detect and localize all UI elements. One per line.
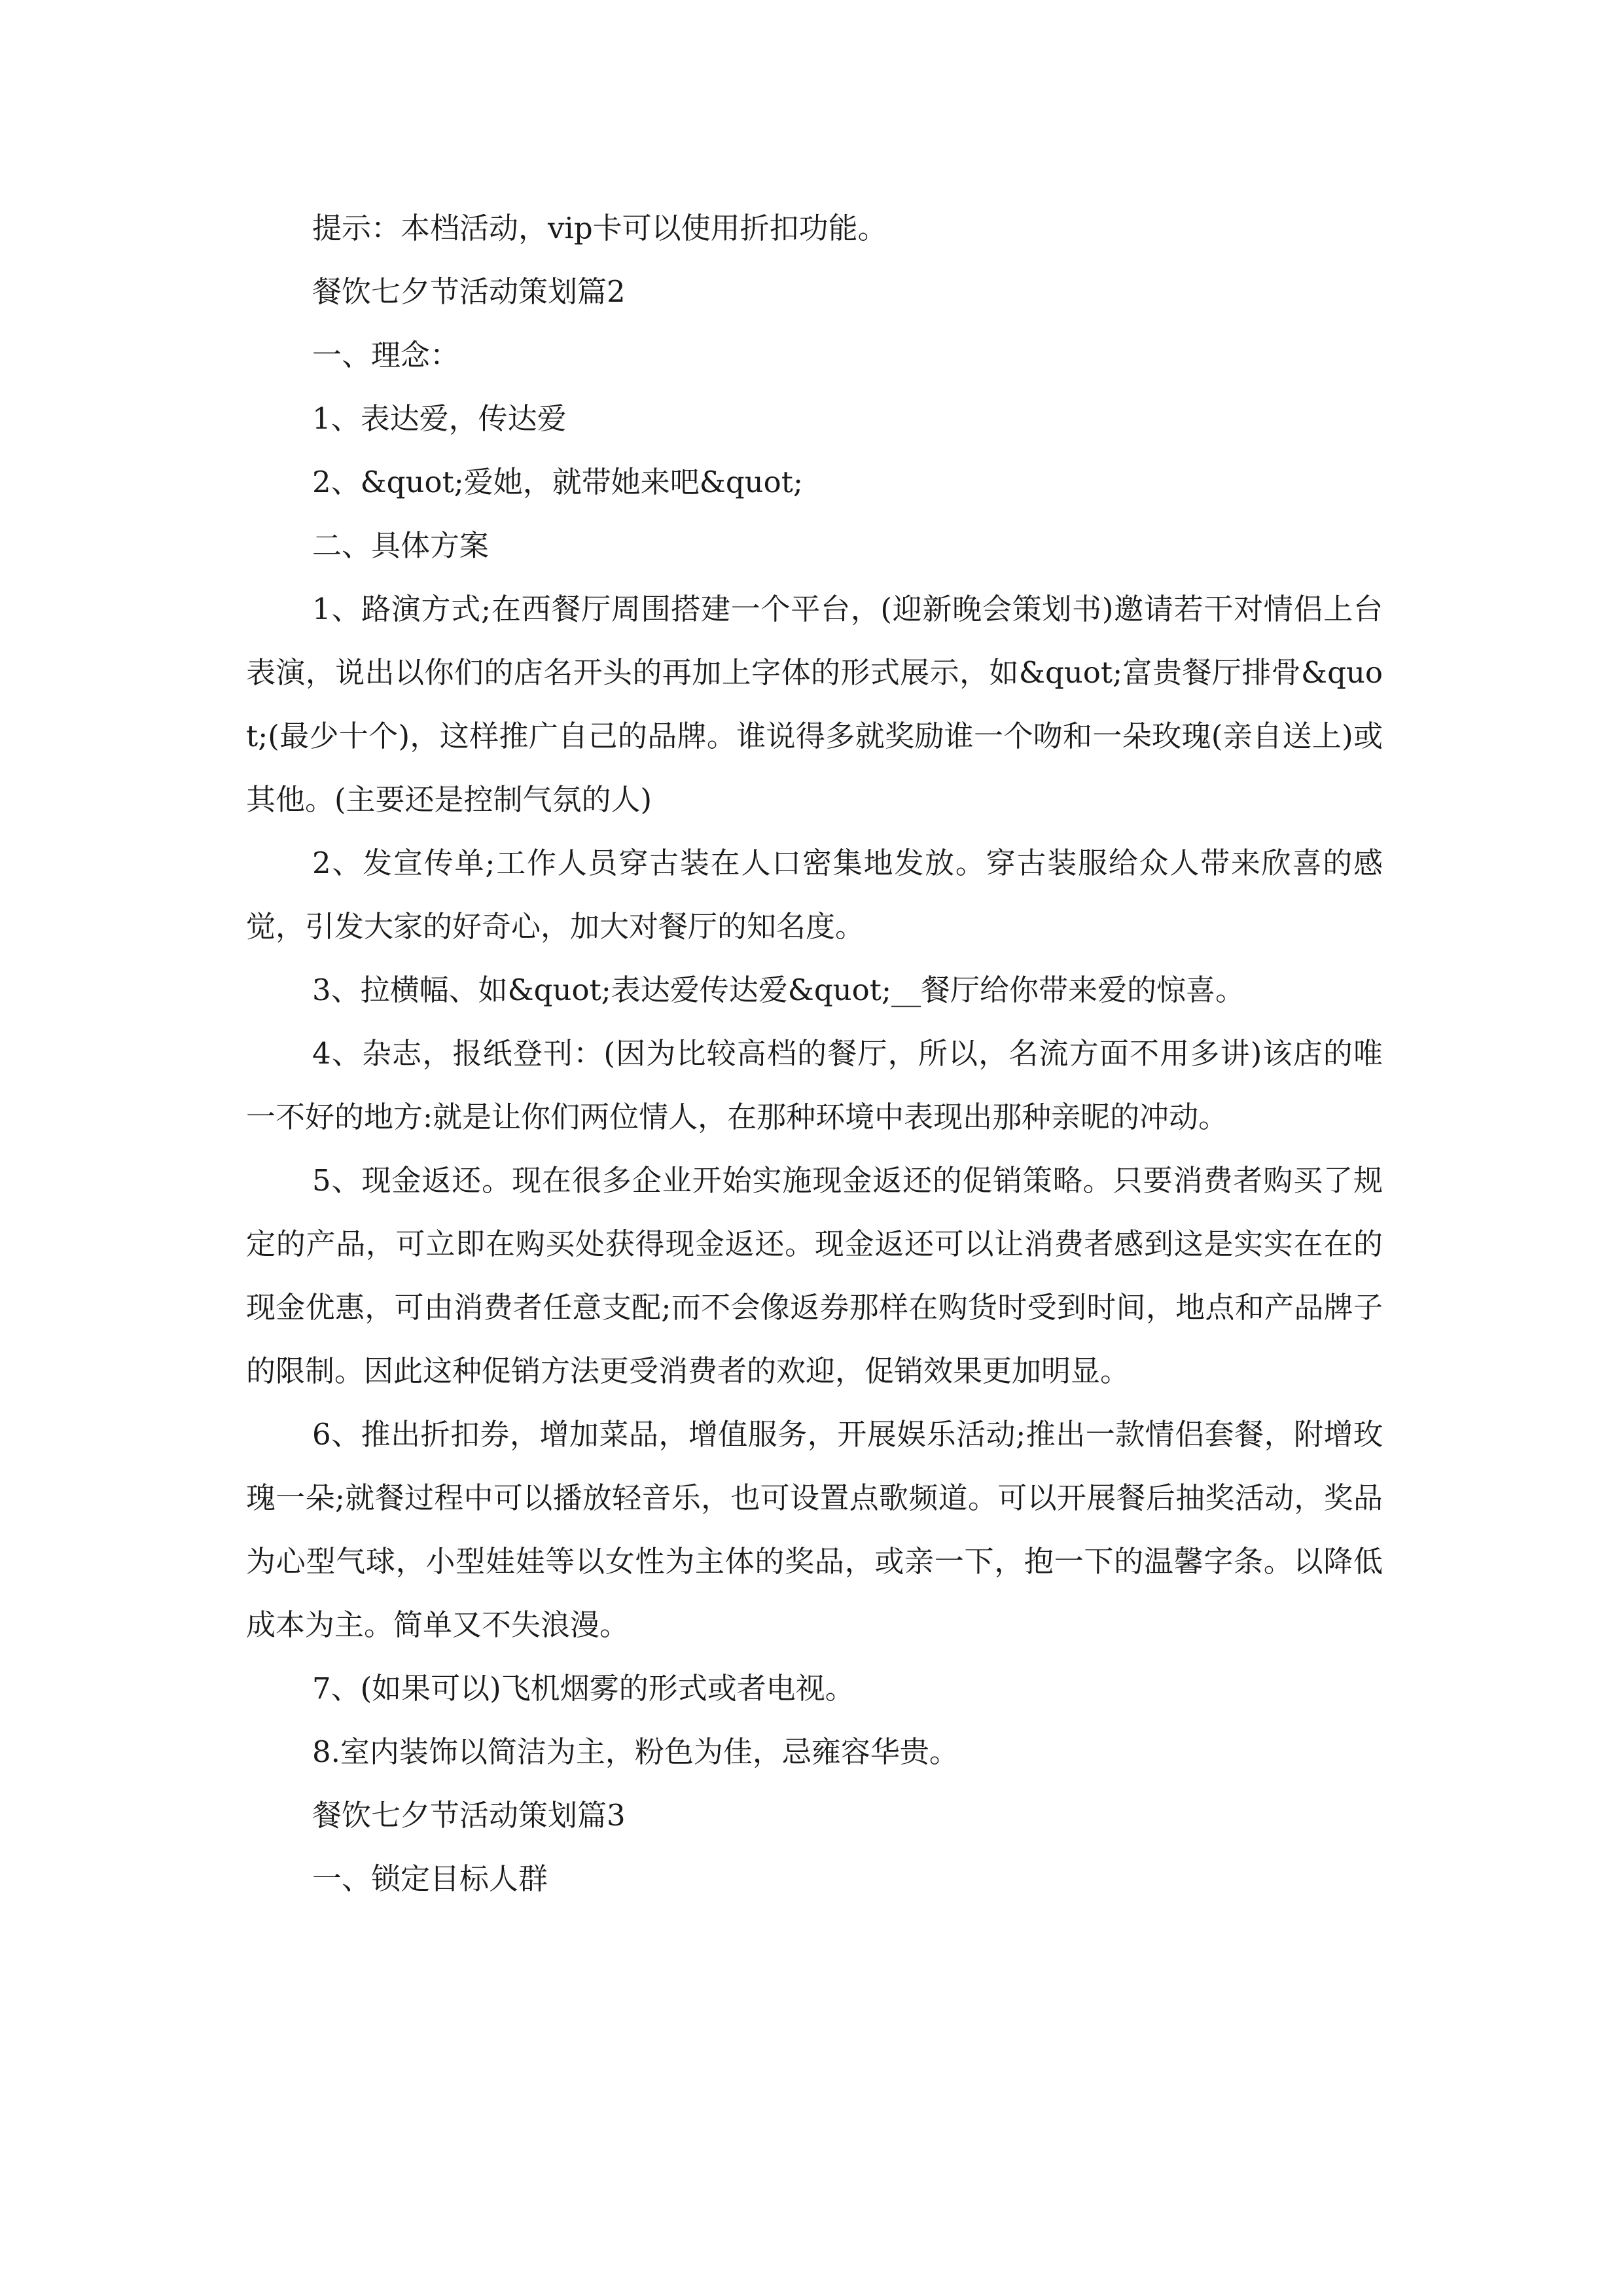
subheading-plan: 二、具体方案 xyxy=(312,528,490,563)
plan-item-8: 8.室内装饰以简洁为主，粉色为佳，忌雍容华贵。 xyxy=(312,1734,959,1769)
section-heading-2: 餐饮七夕节活动策划篇2 xyxy=(312,274,626,309)
plan-item-6: 6、推出折扣券，增加菜品，增值服务，开展娱乐活动;推出一款情侣套餐，附增玫瑰一朵;就餐过程中可以播放轻音乐，也可设置点歌频道。可以开展餐后抽奖活动，奖品为心型气球，小型娃娃等以女性为主体的奖品，或亲一下，抱一下的温馨字条。以降低成本为主。简单又不失浪漫。 xyxy=(246,1417,1383,1642)
section-heading-3: 餐饮七夕节活动策划篇3 xyxy=(312,1798,626,1833)
concept-item-1: 1、表达爱，传达爱 xyxy=(312,401,567,436)
plan-item-3: 3、拉横幅、如&quot;表达爱传达爱&quot;__餐厅给你带来爱的惊喜。 xyxy=(312,973,1245,1007)
plan-item-2: 2、发宣传单;工作人员穿古装在人口密集地发放。穿古装服给众人带来欣喜的感觉，引发大家的好奇心，加大对餐厅的知名度。 xyxy=(246,846,1383,944)
subheading-concept: 一、理念： xyxy=(312,338,460,372)
plan-item-5: 5、现金返还。现在很多企业开始实施现金返还的促销策略。只要消费者购买了规定的产品，可立即在购买处获得现金返还。现金返还可以让消费者感到这是实实在在的现金优惠，可由消费者任意支配;而不会像返券那样在购货时受到时间，地点和产品牌子的限制。因此这种促销方法更受消费者的欢迎，促销效果更加明显。 xyxy=(246,1163,1383,1388)
subheading-target-audience: 一、锁定目标人群 xyxy=(312,1861,548,1896)
tip-paragraph: 提示：本档活动，vip卡可以使用折扣功能。 xyxy=(312,211,887,245)
concept-item-2: 2、&quot;爱她，就带她来吧&quot; xyxy=(312,465,803,499)
document-body xyxy=(246,196,1383,1910)
plan-item-7: 7、(如果可以)飞机烟雾的形式或者电视。 xyxy=(312,1671,855,1706)
plan-item-4: 4、杂志，报纸登刊：(因为比较高档的餐厅，所以，名流方面不用多讲)该店的唯一不好的地方:就是让你们两位情人，在那种环境中表现出那种亲昵的冲动。 xyxy=(246,1036,1383,1134)
plan-item-1: 1、路演方式;在西餐厅周围搭建一个平台，(迎新晚会策划书)邀请若干对情侣上台表演，说出以你们的店名开头的再加上字体的形式展示，如&quot;富贵餐厅排骨&quot;(最少十个)，这样推广自己的品牌。谁说得多就奖励谁一个吻和一朵玫瑰(亲自送上)或其他。(主要还是控制气氛的人) xyxy=(246,592,1383,817)
